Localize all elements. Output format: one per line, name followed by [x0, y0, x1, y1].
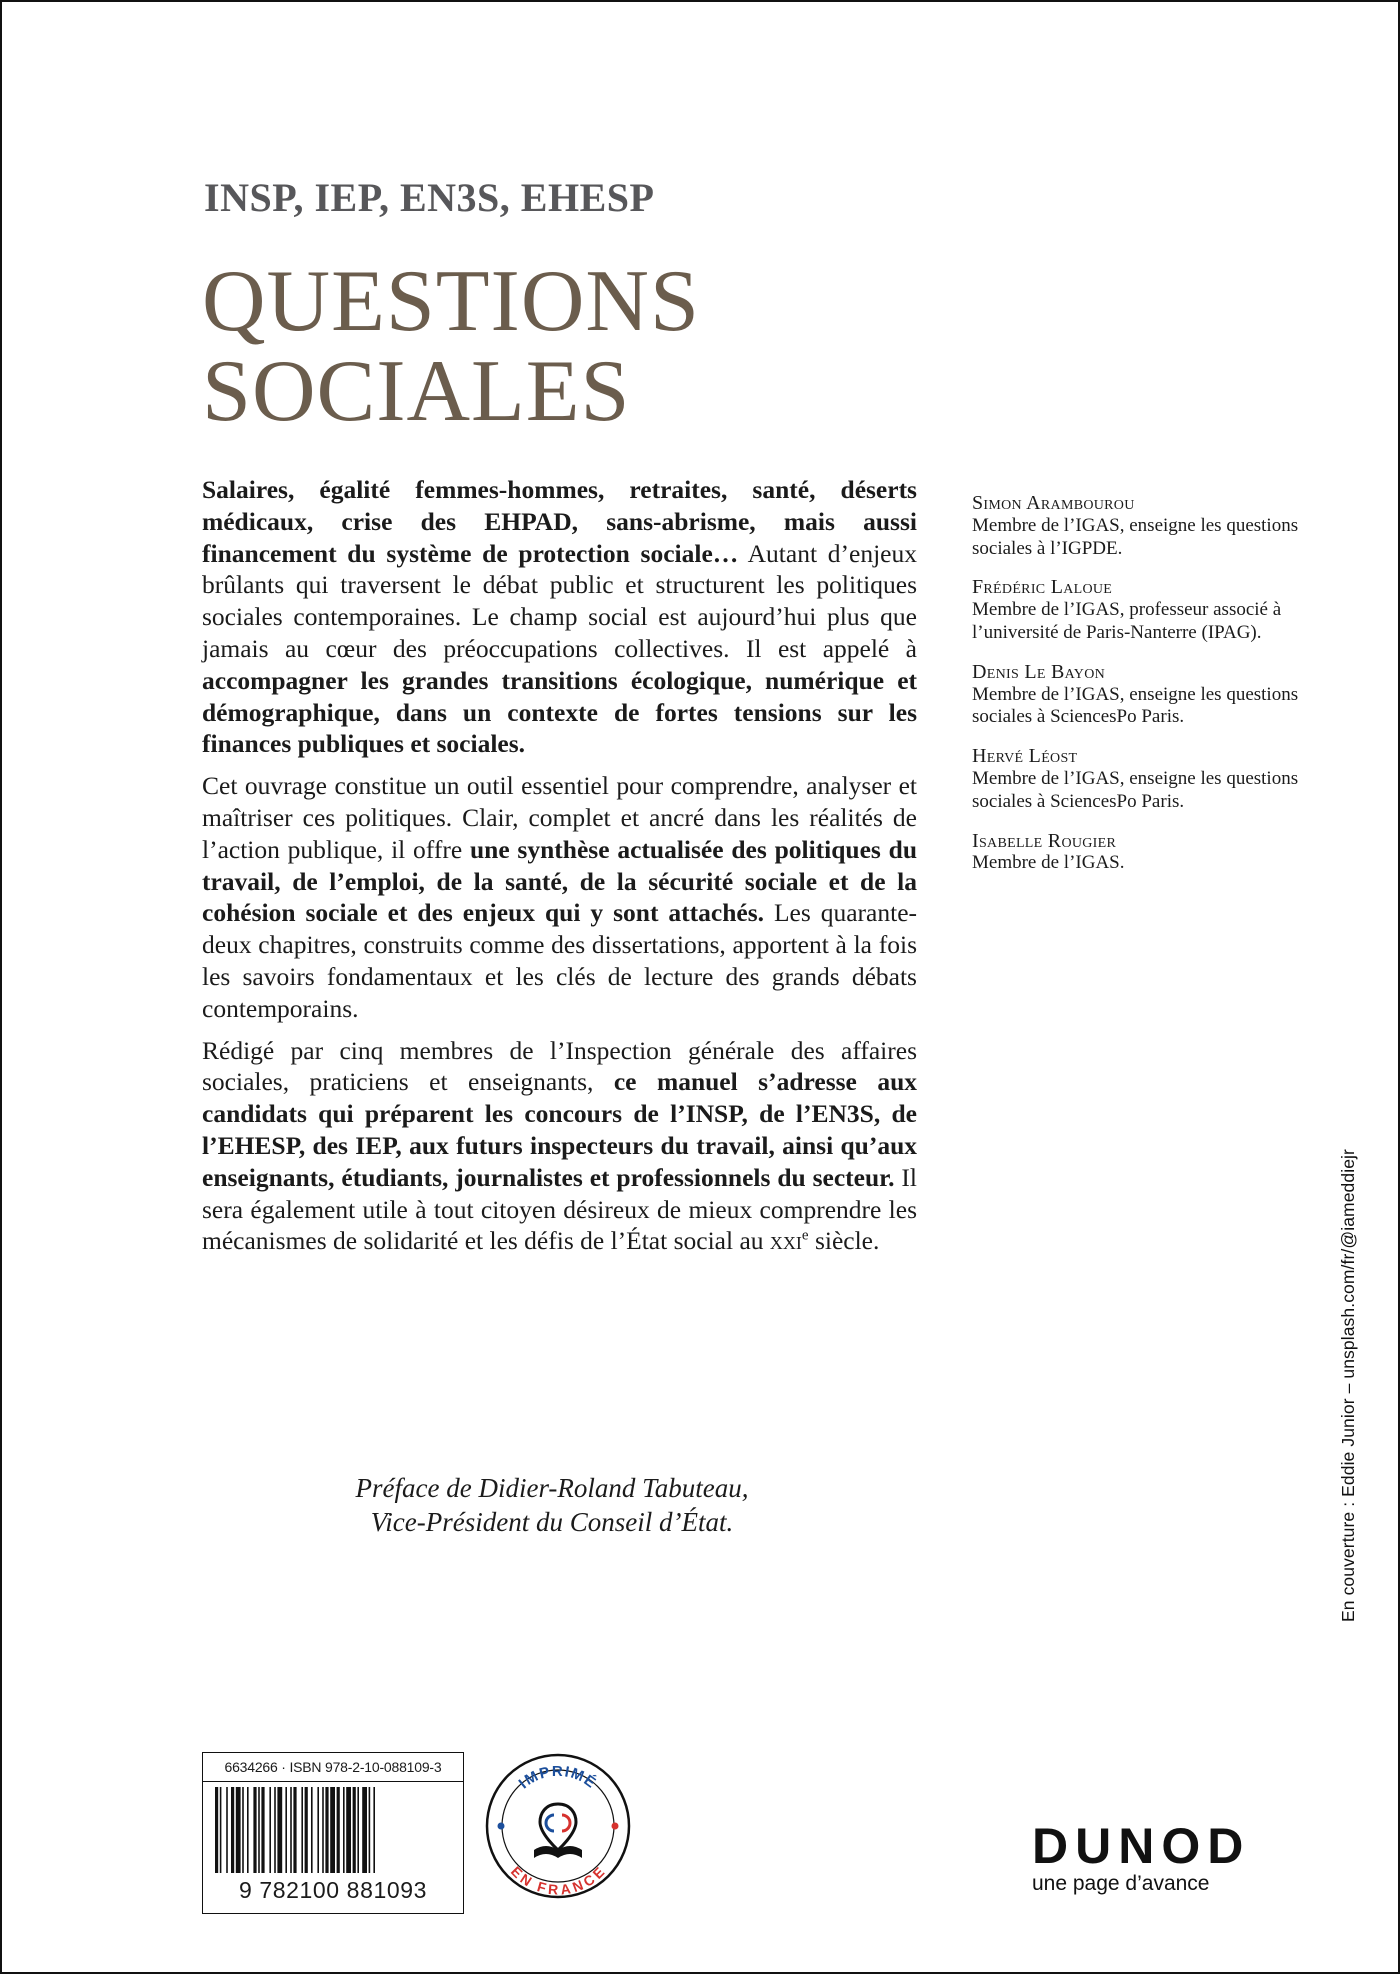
publisher-logo — [1032, 1818, 1251, 1896]
p3-bold: ce manuel s’adresse aux candidats qui préparent les concours de l’INSP, de l’EN3S, de l’EHESP, des IEP, aux futurs inspecteurs du travail, ainsi qu’aux enseignants, étudiants, journalistes et professionnels du secteur. — [202, 1067, 918, 1192]
authors-list — [972, 492, 1302, 891]
author-item — [972, 745, 1302, 813]
barcode-bar — [373, 1787, 375, 1873]
author-bio: Membre de l’IGAS, enseigne les questions sociales à l’IGPDE. — [972, 514, 1299, 559]
author-name: Denis Le Bayon — [972, 660, 1106, 683]
publisher-tagline: une page d’avance — [1032, 1872, 1210, 1895]
barcode-bar — [362, 1787, 367, 1873]
title-line-1: QUESTIONS — [202, 253, 700, 350]
target-schools: INSP, IEP, EN3S, EHESP — [204, 175, 655, 220]
barcode-bar — [269, 1787, 271, 1873]
p2-text: Cet ouvrage constitue un outil essentiel pour comprendre, analyser et maîtriser ces politiques. Clair, complet et ancré dans les réalités de l’action publique, il offre — [202, 771, 917, 864]
p3-text-2: Il sera également utile à tout citoyen désireux de mieux comprendre les mécanismes de solidarité et les défis de l’État social au — [202, 1162, 918, 1256]
barcode-bar — [317, 1787, 319, 1873]
barcode-bar — [261, 1787, 264, 1873]
barcode-bar — [226, 1787, 228, 1873]
barcode-bar — [346, 1787, 351, 1873]
barcode-bars-icon — [213, 1787, 453, 1877]
barcode-bar — [311, 1787, 313, 1873]
p3-end: siècle. — [808, 1226, 880, 1256]
paragraph-1 — [202, 474, 917, 760]
barcode-bar — [293, 1787, 296, 1873]
barcode-bar — [369, 1787, 371, 1873]
barcode-bar — [305, 1787, 308, 1873]
barcode-bar — [353, 1787, 356, 1873]
paragraph-3 — [202, 1035, 917, 1258]
preface-line-1: Préface de Didier-Roland Tabuteau, — [355, 1473, 749, 1503]
barcode-bar — [285, 1787, 287, 1873]
isbn-barcode — [202, 1752, 464, 1914]
barcode-bar — [274, 1787, 276, 1873]
barcode-bar — [253, 1787, 256, 1873]
photo-credit: En couverture : Eddie Junior – unsplash.com/fr/@iameddiejr — [1338, 1149, 1358, 1622]
author-name: Hervé Léost — [972, 745, 1078, 768]
barcode-bar — [330, 1787, 335, 1873]
imprime-en-france-seal-icon — [484, 1752, 632, 1900]
barcode-bar — [357, 1787, 359, 1873]
book-title — [202, 253, 700, 440]
barcode-bar — [301, 1787, 303, 1873]
barcode-bar — [325, 1787, 328, 1873]
author-item — [972, 830, 1302, 876]
author-item — [972, 492, 1302, 560]
preface — [232, 1471, 872, 1539]
barcode-bar — [242, 1787, 244, 1873]
author-name: Frédéric Laloue — [972, 576, 1113, 599]
barcode-bar — [322, 1787, 324, 1873]
p2-bold: une synthèse actualisée des politiques du travail, de l’emploi, de la santé, de la sécurité sociale et de la cohésion sociale et des enjeux qui y sont attachés. — [202, 834, 918, 928]
seal-bottom-text: EN FRANCE — [507, 1863, 609, 1898]
barcode-bar — [236, 1787, 241, 1873]
barcode-bar — [220, 1787, 222, 1873]
barcode-bar — [258, 1787, 260, 1873]
author-item — [972, 576, 1302, 644]
century-suffix: e — [801, 1227, 809, 1244]
barcode-bar — [215, 1787, 218, 1873]
p1-bold-2: accompagner les grandes transitions écologique, numérique et démographique, dans un contexte de fortes tensions sur les finances publiques et sociales. — [202, 665, 917, 759]
century-numeral: xxi — [769, 1226, 802, 1256]
author-bio: Membre de l’IGAS, professeur associé à l’université de Paris-Nanterre (IPAG). — [972, 599, 1282, 643]
barcode-digits: 9 782100 881093 — [238, 1877, 428, 1903]
author-name: Simon Arambourou — [972, 492, 1135, 514]
author-bio: Membre de l’IGAS, enseigne les questions sociales à SciencesPo Paris. — [972, 767, 1299, 812]
barcode-bar — [337, 1787, 340, 1873]
description — [202, 474, 917, 1267]
p1-bold: Salaires, égalité femmes-hommes, retraites, santé, déserts médicaux, crise des EHPAD, sans-abrisme, mais aussi financement du système de protection sociale… — [202, 475, 917, 568]
barcode-bar — [247, 1787, 249, 1873]
isbn-text: 6634266 · ISBN 978-2-10-088109-3 — [203, 1753, 463, 1782]
author-item — [972, 661, 1302, 729]
author-bio: Membre de l’IGAS. — [972, 852, 1125, 874]
seal-top-text: IMPRIMÉ — [515, 1763, 600, 1793]
author-bio: Membre de l’IGAS, enseigne les questions sociales à SciencesPo Paris. — [972, 683, 1299, 728]
p2-text-2: Les quarante-deux chapitres, construits comme des dissertations, apportent à la fois les savoirs fondamentaux et les clés de lecture des grands débats contemporains. — [202, 898, 917, 1023]
barcode-bar — [343, 1787, 345, 1873]
barcode-bar — [277, 1787, 282, 1873]
title-line-2: SOCIALES — [202, 343, 631, 440]
publisher-name: DUNOD — [1032, 1818, 1251, 1874]
paragraph-2 — [202, 770, 917, 1024]
barcode-bar — [231, 1787, 234, 1873]
barcode-bar — [290, 1787, 292, 1873]
p1-text: Autant d’enjeux brûlants qui traversent le débat public et structurent les politiques sociales contemporaines. Le champ social est aujourd’hui plus que jamais au cœur des préoccupations collectives. Il est appelé à — [202, 538, 918, 663]
author-name: Isabelle Rougier — [972, 829, 1117, 852]
preface-line-2: Vice-Président du Conseil d’État. — [370, 1507, 734, 1537]
p3-text: Rédigé par cinq membres de l’Inspection générale des affaires sociales, praticiens et enseignants, — [202, 1035, 917, 1097]
